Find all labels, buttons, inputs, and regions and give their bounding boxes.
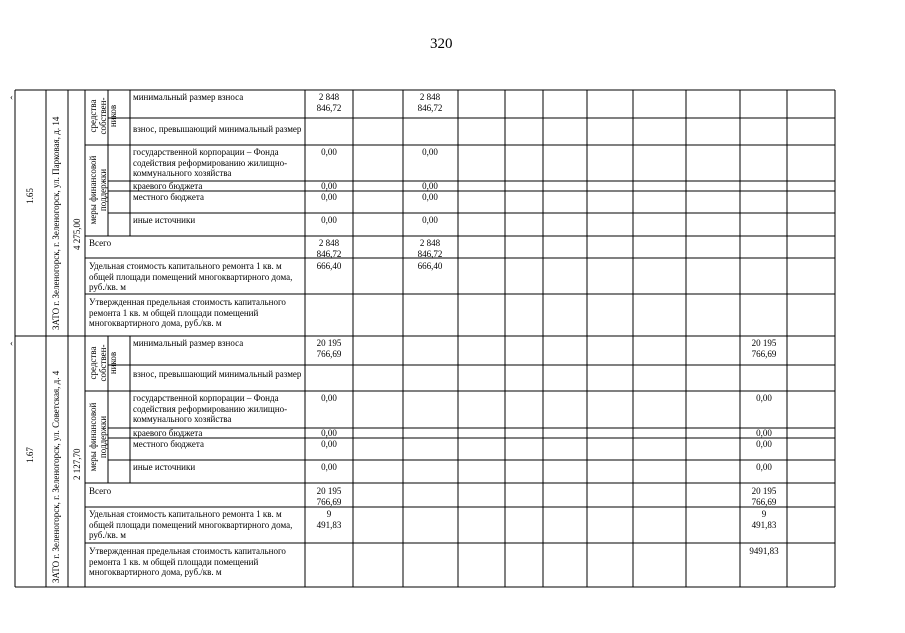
- value-cell: 2 848 846,72: [417, 238, 443, 259]
- support-group-label: меры финансовой поддержки: [88, 155, 108, 225]
- value-cell: 0,00: [756, 462, 772, 472]
- page-number: 320: [430, 36, 453, 52]
- label-min-fee: минимальный размер взноса: [133, 92, 244, 102]
- value-cell: 9491,83: [749, 546, 779, 556]
- value-cell: 20 195 766,69: [316, 486, 342, 507]
- label-total: Всего: [89, 238, 112, 248]
- value-cell: 0,00: [321, 393, 337, 403]
- label-min-fee: минимальный размер взноса: [133, 338, 244, 348]
- label-other: иные источники: [133, 462, 196, 472]
- block-address: ЗАТО г. Зеленогорск, г. Зеленогорск, ул. Советская, д. 4: [51, 370, 61, 583]
- label-local: местного бюджета: [133, 439, 204, 449]
- label-unit-cost: Удельная стоимость капитального ремонта 1 кв. м общей площади помещений многоквартирного дома, руб./кв. м: [89, 509, 293, 540]
- label-over-min: взнос, превышающий минимальный размер: [133, 369, 302, 379]
- label-regional: краевого бюджета: [133, 181, 203, 191]
- value-cell: 0,00: [321, 462, 337, 472]
- value-cell: 0,00: [321, 428, 337, 438]
- label-fund: государственной корпорации – Фонда содействия реформированию жилищно-коммунального хозяйства: [133, 393, 288, 424]
- value-cell: 20 195 766,69: [751, 338, 777, 359]
- value-cell: 0,00: [321, 192, 337, 202]
- value-cell: 2 848 846,72: [316, 238, 342, 259]
- label-over-min: взнос, превышающий минимальный размер: [133, 124, 302, 134]
- value-cell: 0,00: [321, 439, 337, 449]
- value-cell: 2 848 846,72: [417, 92, 443, 113]
- value-cell: 9 491,83: [316, 509, 342, 530]
- value-cell: 666,40: [417, 261, 443, 271]
- margin-mark: ‹: [10, 92, 13, 102]
- label-unit-cost: Удельная стоимость капитального ремонта 1 кв. м общей площади помещений многоквартирного дома, руб./кв. м: [89, 261, 293, 292]
- block-id: 1.67: [25, 447, 35, 463]
- margin-mark: ‹: [10, 338, 13, 348]
- label-fund: государственной корпорации – Фонда содействия реформированию жилищно-коммунального хозяйства: [133, 147, 288, 178]
- label-local: местного бюджета: [133, 192, 204, 202]
- value-cell: 666,40: [316, 261, 342, 271]
- value-cell: 0,00: [321, 215, 337, 225]
- owners-group-label: средства собствен-ников: [88, 97, 118, 135]
- value-cell: 0,00: [756, 439, 772, 449]
- value-cell: 0,00: [422, 215, 438, 225]
- label-regional: краевого бюджета: [133, 428, 203, 438]
- value-cell: 0,00: [321, 147, 337, 157]
- support-group-label: меры финансовой поддержки: [88, 402, 108, 472]
- block-address: ЗАТО г. Зеленогорск, г. Зеленогорск, ул. Парковая, д. 14: [51, 116, 61, 330]
- value-cell: 9 491,83: [751, 509, 777, 530]
- value-cell: 0,00: [422, 192, 438, 202]
- label-other: иные источники: [133, 215, 196, 225]
- value-cell: 0,00: [756, 393, 772, 403]
- value-cell: 20 195 766,69: [751, 486, 777, 507]
- value-cell: 2 848 846,72: [316, 92, 342, 113]
- value-cell: 0,00: [422, 147, 438, 157]
- value-cell: 0,00: [756, 428, 772, 438]
- block-area: 4 275,00: [72, 218, 82, 250]
- label-limit-cost: Утвержденная предельная стоимость капитального ремонта 1 кв. м общей площади помещений многоквартирного дома, руб./кв. м: [89, 297, 286, 328]
- block-id: 1.65: [25, 188, 35, 204]
- label-total: Всего: [89, 486, 112, 496]
- label-limit-cost: Утвержденная предельная стоимость капитального ремонта 1 кв. м общей площади помещений многоквартирного дома, руб./кв. м: [89, 546, 286, 577]
- value-cell: 0,00: [422, 181, 438, 191]
- owners-group-label: средства собствен-ников: [88, 344, 118, 382]
- block-area: 2 127,70: [72, 448, 82, 480]
- value-cell: 20 195 766,69: [316, 338, 342, 359]
- value-cell: 0,00: [321, 181, 337, 191]
